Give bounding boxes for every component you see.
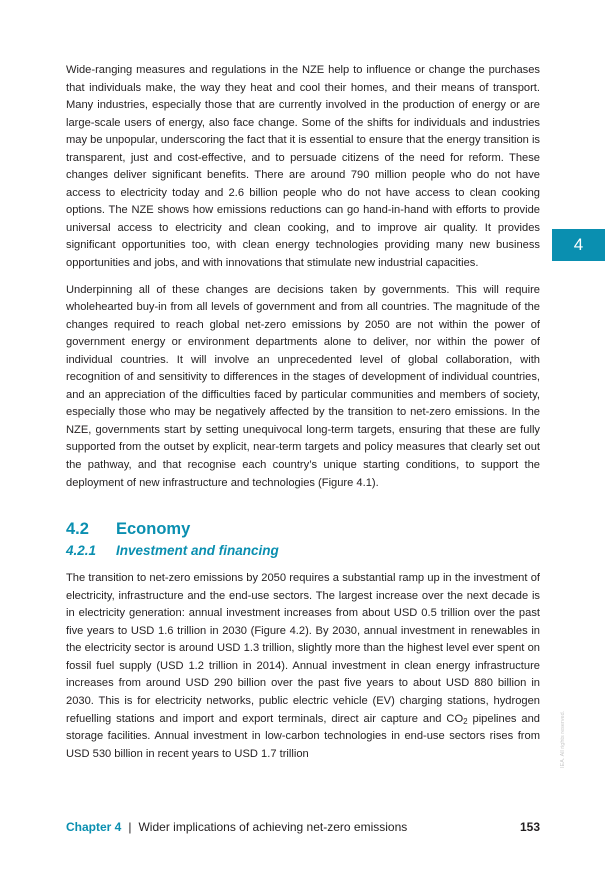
co2-subscript: 2: [463, 716, 468, 726]
footer-separator: |: [128, 820, 132, 834]
paragraph-governments: Underpinning all of these changes are decisions taken by governments. This will require wholehearted buy-in from all levels of government and from all countries. The magnitude of the changes required to reach global net-zero emissions by 2050 are not within the power of government energy or environment departments alone to deliver, nor within the power of individual countries. It will involve an unprecedented level of global collaboration, with recognition of and sensitivity to differences in the stages of development of individual countries, and an appreciation of the difficulties faced by particular communities and members of society, especially those who may be negatively affected by the transition to net-zero emissions. In the NZE, governments start by setting unequivocal long-term targets, ensuring that these are fully supported from the outset by explicit, near-term targets and policy measures that clearly set out the pathway, and that recognise each country’s unique starting conditions, to support the deployment of new infrastructure and technologies (Figure 4.1).: [66, 283, 540, 489]
paragraph-investment: [66, 570, 540, 763]
page-number: 153: [519, 820, 540, 834]
paragraph-investment-part1: The transition to net-zero emissions by 2050 requires a substantial ramp up in the investment of electricity, infrastructure and the end-use sectors. The largest increase over the next decade is in electricity generation: annual investment increases from about USD 0.5 trillion over the past five years to USD 1.6 trillion in 2030 (Figure 4.2). By 2030, annual investment in renewables in the electricity sector is around USD 1.3 trillion, slightly more than the highest level ever spent on fossil fuel supply (USD 1.2 trillion in 2014). Annual investment in clean energy infrastructure increases from around USD 290 billion over the past five years to about USD 880 billion in 2030. This is for electricity networks, public electric vehicle (EV) charging stations, hydrogen refuelling stations and import and export terminals, direct air capture and CO: [66, 572, 540, 725]
rights-notice: IEA. All rights reserved.: [560, 710, 566, 768]
section-number: 4.2: [66, 520, 89, 539]
subsection-number: 4.2.1: [66, 543, 97, 559]
page-footer: [66, 820, 540, 834]
footer-chapter-label: Chapter 4: [66, 820, 122, 834]
subsection-heading: [66, 543, 540, 558]
section-title: Economy: [116, 520, 191, 539]
page-content: [66, 62, 540, 772]
paragraph-intro: Wide-ranging measures and regulations in the NZE help to influence or change the purchases that individuals make, the way they heat and cool their homes, and their means of transport. Many industries, especially those that are currently involved in the production of energy or are large-scale users of energy, also face change. Some of the shifts for individuals and industries may be unpopular, underscoring the fact that it is essential to ensure that the energy transition is transparent, just and cost-effective, and to persuade citizens of the need for reform. These changes deliver significant benefits. There are around 790 million people who do not have access to electricity today and 2.6 billion people who do not have access to clean cooking options. The NZE shows how emissions reductions can go hand-in-hand with efforts to provide universal access to electricity and clean cooking, and to improve air quality. It provides significant opportunities too, with clean energy technologies providing many new business opportunities and jobs, and with innovations that stimulate new industrial capacities.: [66, 64, 540, 270]
subsection-title: Investment and financing: [116, 543, 279, 559]
section-heading: [66, 520, 540, 539]
chapter-tab: 4: [552, 229, 605, 261]
paragraph-investment-part2: pipelines and storage facilities. Annual investment in low-carbon technologies in end-use sectors rises from USD 530 billion in recent years to USD 1.7 trillion: [66, 712, 540, 760]
footer-chapter-title: Wider implications of achieving net-zero emissions: [138, 820, 408, 834]
